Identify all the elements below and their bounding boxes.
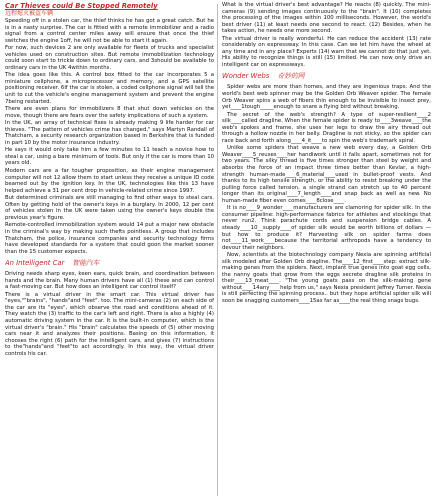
paragraph: The secret of the web's strength? A type of super-resilient____2 silk____called dragline. When the female spider is ready to____3weave____the web's spokes and frame, she uses her legs to draw the airy thread out through a hollow nozzle in her belly. Dragline is not sticky, so the spider can race back and forth along____4_it____to spin the web's trademark spiral. — [222, 111, 431, 144]
paragraph: The idea goes like this. A control box fitted to the car incorporates 5 a miniature cellphone, a microprocessor and memory, and a GPS satellite positioning receiver. 6If the car is stolen, a coded cellphone signal will tell the unit to cut the vehicle's engine management system and prevent the engine 7being restarted. — [5, 72, 214, 105]
paragraph: Driving needs sharp eyes, keen ears, quick brain, and coordination between hands and the brain. Many human drivers have all (1) these and can control a fast-moving car. But how does an intelligent car control itself? — [5, 271, 214, 291]
article-subtitle: 远程熄灭被盗车辆 — [5, 10, 54, 17]
article-title — [5, 2, 214, 10]
section-heading-wonder-webs — [222, 72, 431, 81]
column-divider — [217, 4, 218, 496]
section-heading-intelligent-car — [5, 259, 214, 268]
paragraph: Speeding off in a stolen car, the thief thinks he has got a great catch. But he is in a nasty surprise. The car is fitted with a remote immobilizer and a radio signal from a control center miles away will ensure that once the thief switches the engine 1off, he will not be able to start it again. — [5, 18, 214, 44]
paragraph: What is the virtual driver's best advantage? He reacts (8) quickly. The mini-cameras (9) sending images continuously to the "brain". It (10) completes the processing of the images within 100 milliseconds. However, the world's best driver (11) at least needs one second to react. (12) Besides, when he takes action, he needs one more second. — [222, 2, 431, 35]
section-heading-cn: 智能汽车 — [72, 259, 100, 268]
paragraph: Remote-controlled immobilization system would 14 put a major new obstacle in the criminal's way by making such thefts pointless. A group that includes Thatcham, the police, insurance companies and security technology firms have developed standards for a system that could goon the market sooner than the 15 customer expects. — [5, 222, 214, 255]
paragraph: Modern cars are a far tougher proposition, as their engine management computer will not 12 allow them to start unless they receive a unique ID code beamed out by the ignition key. In the UK, technologies like this 13 have helped achieve a 31 per cent drop in vehicle-related crime since 1997. — [5, 168, 214, 194]
paragraph: Now, scientists at the biotechnology company Nexia are spinning artificial silk modeled after Golden Orb dragline. The____12_first____step: extract silk-making genes from the spiders. Next, implant true genes into goat egg cells, the nanny goats that grow from the eggs secrete dragline silk proteins in their____13_meat____. "The young goats pass on the silk-making gene without____14any____help from us," says Nexia president Jeffrey Turner. Nexia is still perfecting the spinning process.. but they hope artificial spider silk will soon be snagging customers____15as far as____the real thing snags bugs. — [222, 252, 431, 304]
paragraph: There are even plans for immobilizers 8 that shut down vehicles on the move, though there are fears over the safety implications of such a system. — [5, 106, 214, 119]
right-column — [222, 2, 431, 498]
paragraph: In the UK, an array of technical fixes is already making 9 life harder for car thieves. "The pattern of vehicles crime has changed," says Martyn Randall of Thatcham, a security research organization based in Berkshire that is funded in part 10 by the motor insurance industry. — [5, 120, 214, 146]
paragraph: But determined criminals are still managing to find other ways to steal cars. Often by getting hold of the owner's keys in a burglary. In 2000, 12 per cent of vehicles stolen in the UK were taken using the owner's keys double the previous year's figure. — [5, 195, 214, 221]
paragraph: It is no____9_wonder____manufacturers are clamoring for spider silk. In the consumer pipeline: high-performance fabrics for athletes and stockings that never run2. Think parachute cords and suspension bridge cables. A steady____10__supply____of spider silk would be worth billions of dollars — but how to produce it? Harvesting silk on spider farms does not____11_work____because the territorial arthropods have a tendency to devour their neighbors. — [222, 205, 431, 251]
left-column — [5, 2, 214, 498]
paragraph: The virtual driver is really wonderful. He can reduce the accident (13) rate considerably on expressway. In this case. Can we let him have the wheel at any time and in any place? Experts (14) warn that we cannot do that just yet. His ability to recognize things is still (15) limited. He can now only drive an intelligent car on expressways. — [222, 35, 431, 68]
article-title-text: Car Thieves could Be Stopped Remotely — [5, 2, 158, 10]
paragraph: Unlike some spiders that weave a new web every day, a Golden Orb Weaver____5_reuses____her handiwork until it falls apart, sometimes not for two years. The silky thread is five times stronger than steel by weight and absorbs the force of an impact three times better than Kevlar, a high-strength human-made____6_material____used in bullet-proof vests. And thanks to its high tensile strength, or the ability to resist breaking under the pulling force called tension, a single strand can stretch up to 40 percent longer than its original____7_length____and snap back as well as new. No human-made fiber even comes____8close____. — [222, 145, 431, 204]
paragraph: There is a virtual driver in the smart car. This virtual driver has "eyes,""brains", "hands"and "feet". too. The mini-cameras (2) on each side of the car are its "eyes", which observe the road and conditions ahead of it. They watch the (3) traffic to the car's left and right. There is also a highly (4) automatic driving system in the car. It is the built-in computer, which is the virtual driver's "brain." His "brain" calculates the speeds of (5) other moving cars near it and analyzes their positions. Basing on this information, it chooses the right (6) path for the intelligent cars, and gives (7) instructions to the"hands"and "feet"to act accordingly. In this way, the virtual driver controls his car. — [5, 291, 214, 357]
paragraph: He says it would only take him a few minutes to 11 teach a novice how to steal a car, using a bare minimum of tools. But only if the car is more than 10 years old. — [5, 147, 214, 167]
paragraph: Spider webs are more than homes, and they are ingenious traps. And the world's best web spinner may be the Golden Orb Weaver spider. The female Orb Weaver spins a web of fibers thin enough to be invisible to insect prey, yet____1tough_____enough to snare a flying bird without breaking. — [222, 84, 431, 111]
section-heading-cn: 奇妙的网 — [277, 72, 305, 81]
section-heading-text: An Intelligent Car — [5, 259, 65, 268]
section-heading-text: Wonder Webs — [222, 72, 270, 81]
paragraph: For now, such devices 2 are only available for fleets of trucks and specialist vehicles used on construction sites. But remote immobilization technology could soon start to trickle down to ordinary cars, and 3should be available to ordinary cars in the UK 4within months. — [5, 45, 214, 71]
